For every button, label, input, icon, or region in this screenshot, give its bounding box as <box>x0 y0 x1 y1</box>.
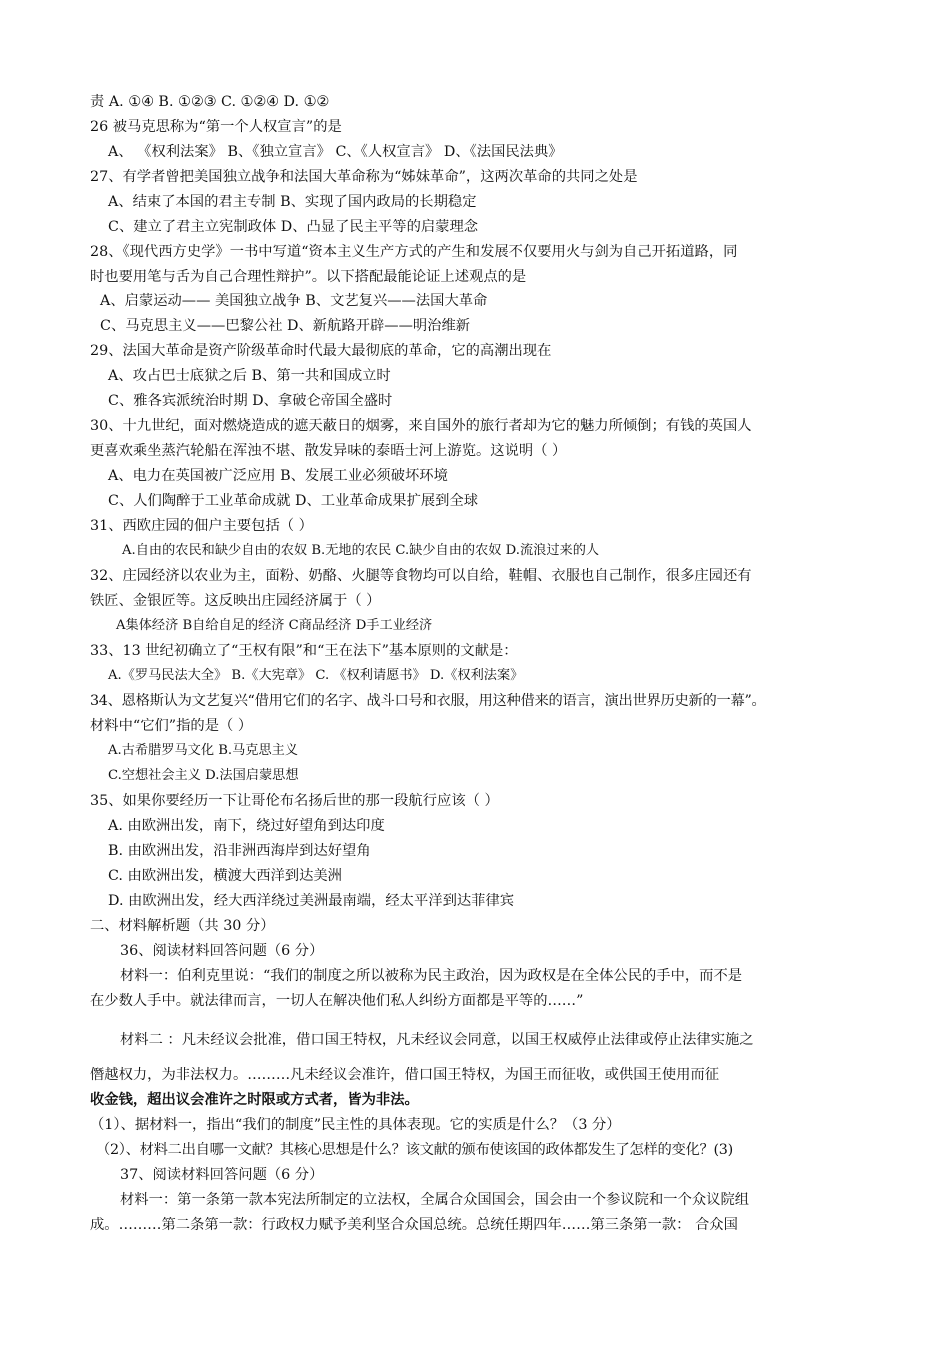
question-28-options-ab: A、启蒙运动—— 美国独立战争 B、文艺复兴——法国大革命 <box>100 293 488 309</box>
question-30-line-1: 30、十九世纪，面对燃烧造成的遮天蔽日的烟雾，来自国外的旅行者却为它的魅力所倾倒；有钱的英国人 <box>90 418 752 434</box>
question-34-options-ab: A.古希腊罗马文化 B.马克思主义 <box>108 743 299 758</box>
question-37-heading: 37、阅读材料回答问题（6 分） <box>120 1167 324 1183</box>
question-36-subquestion-2: （2）、材料二出自哪一文献？其核心思想是什么？该文献的颁布使该国的政体都发生了怎样的变化？(3) <box>96 1142 733 1158</box>
question-31: 31、西欧庄园的佃户主要包括（ ） <box>90 518 313 534</box>
question-27-options-ab: A、结束了本国的君主专制 B、实现了国内政局的长期稳定 <box>108 194 477 210</box>
question-29-options-cd: C、雅各宾派统治时期 D、拿破仑帝国全盛时 <box>108 393 393 409</box>
question-34-options-cd: C.空想社会主义 D.法国启蒙思想 <box>108 768 299 783</box>
question-35-option-d: D. 由欧洲出发，经大西洋绕过美洲最南端，经太平洋到达菲律宾 <box>108 893 515 909</box>
question-36-subquestion-1: （1）、据材料一，指出“我们的制度”民主性的具体表现。它的实质是什么？（3 分） <box>90 1117 621 1133</box>
question-36-material-2-line-3: 收金钱，超出议会准许之时限或方式者，皆为非法。 <box>90 1092 419 1108</box>
question-32-line-2: 铁匠、金银匠等。这反映出庄园经济属于（ ） <box>90 593 381 609</box>
question-35-option-b: B. 由欧洲出发，沿非洲西海岸到达好望角 <box>108 843 371 859</box>
question-28-line-2: 时也要用笔与舌为自己合理性辩护”。以下搭配最能论证上述观点的是 <box>90 269 527 285</box>
question-36-material-1-line-1: 材料一：伯利克里说：“我们的制度之所以被称为民主政治，因为政权是在全体公民的手中，而不是 <box>120 968 743 984</box>
question-31-options: A.自由的农民和缺少自由的农奴 B.无地的农民 C.缺少自由的农奴 D.流浪过来的人 <box>122 543 600 558</box>
question-33: 33、13 世纪初确立了“王权有限”和“王在法下”基本原则的文献是： <box>90 643 518 659</box>
question-29: 29、法国大革命是资产阶级革命时代最大最彻底的革命，它的高潮出现在 <box>90 343 552 359</box>
q25-options-tail: 责 A. ①④ B. ①②③ C. ①②④ D. ①② <box>90 94 330 110</box>
question-37-material-1-line-1: 材料一：第一条第一款本宪法所制定的立法权，全属合众国国会，国会由一个参议院和一个众议院组 <box>120 1192 750 1208</box>
question-30-line-2: 更喜欢乘坐蒸汽轮船在浑浊不堪、散发异味的泰晤士河上游览。这说明（ ） <box>90 443 567 459</box>
question-32-options: A集体经济 B自给自足的经济 C商品经济 D手工业经济 <box>116 618 433 633</box>
section-2-heading: 二、材料解析题（共 30 分） <box>90 918 275 934</box>
question-27-options-cd: C、建立了君主立宪制政体 D、凸显了民主平等的启蒙理念 <box>108 219 479 235</box>
question-30-options-ab: A、电力在英国被广泛应用 B、发展工业必须破坏环境 <box>108 468 448 484</box>
question-32-line-1: 32、庄园经济以农业为主，面粉、奶酪、火腿等食物均可以自给，鞋帽、衣服也自己制作，很多庄园还有 <box>90 568 752 584</box>
question-30-options-cd: C、人们陶醉于工业革命成就 D、工业革命成果扩展到全球 <box>108 493 479 509</box>
question-28-options-cd: C、马克思主义——巴黎公社 D、新航路开辟——明治维新 <box>100 318 471 334</box>
question-27: 27、有学者曾把美国独立战争和法国大革命称为“姊妹革命”，这两次革命的共同之处是 <box>90 169 638 185</box>
question-36-heading: 36、阅读材料回答问题（6 分） <box>120 943 324 959</box>
question-29-options-ab: A、攻占巴士底狱之后 B、第一共和国成立时 <box>108 368 391 384</box>
question-35-option-a: A. 由欧洲出发，南下，绕过好望角到达印度 <box>108 818 385 834</box>
question-35-option-c: C. 由欧洲出发，横渡大西洋到达美洲 <box>108 868 342 884</box>
question-35: 35、如果你要经历一下让哥伦布名扬后世的那一段航行应该（ ） <box>90 793 499 809</box>
question-36-material-2-line-2: 僭越权力，为非法权力。………凡未经议会准许，借口国王特权，为国王而征收，或供国王使用而征 <box>90 1067 720 1083</box>
question-36-material-1-line-2: 在少数人手中。就法律而言，一切人在解决他们私人纠纷方面都是平等的……” <box>90 993 584 1009</box>
question-34-line-1: 34、恩格斯认为文艺复兴“借用它们的名字、战斗口号和衣服，用这种借来的语言，演出世界历史新的一幕”。 <box>90 693 766 709</box>
question-33-options: A.《罗马民法大全》 B.《大宪章》 C. 《权利请愿书》 D.《权利法案》 <box>108 668 524 683</box>
question-34-line-2: 材料中“它们”指的是（ ） <box>90 718 253 734</box>
question-28-line-1: 28、《现代西方史学》一书中写道“资本主义生产方式的产生和发展不仅要用火与剑为自己开拓道路，同 <box>90 244 738 260</box>
question-26: 26 被马克思称为“第一个人权宣言”的是 <box>90 119 342 135</box>
question-26-options: A、 《权利法案》 B、《独立宣言》 C、《人权宣言》 D、《法国民法典》 <box>108 144 563 160</box>
question-37-material-1-line-2: 成。………第二条第一款：行政权力赋予美利坚合众国总统。总统任期四年……第三条第一款： 合众国 <box>90 1217 738 1233</box>
question-36-material-2-line-1: 材料二 ：凡未经议会批准，借口国王特权，凡未经议会同意，以国王权威停止法律或停止法律实施之 <box>120 1032 754 1048</box>
